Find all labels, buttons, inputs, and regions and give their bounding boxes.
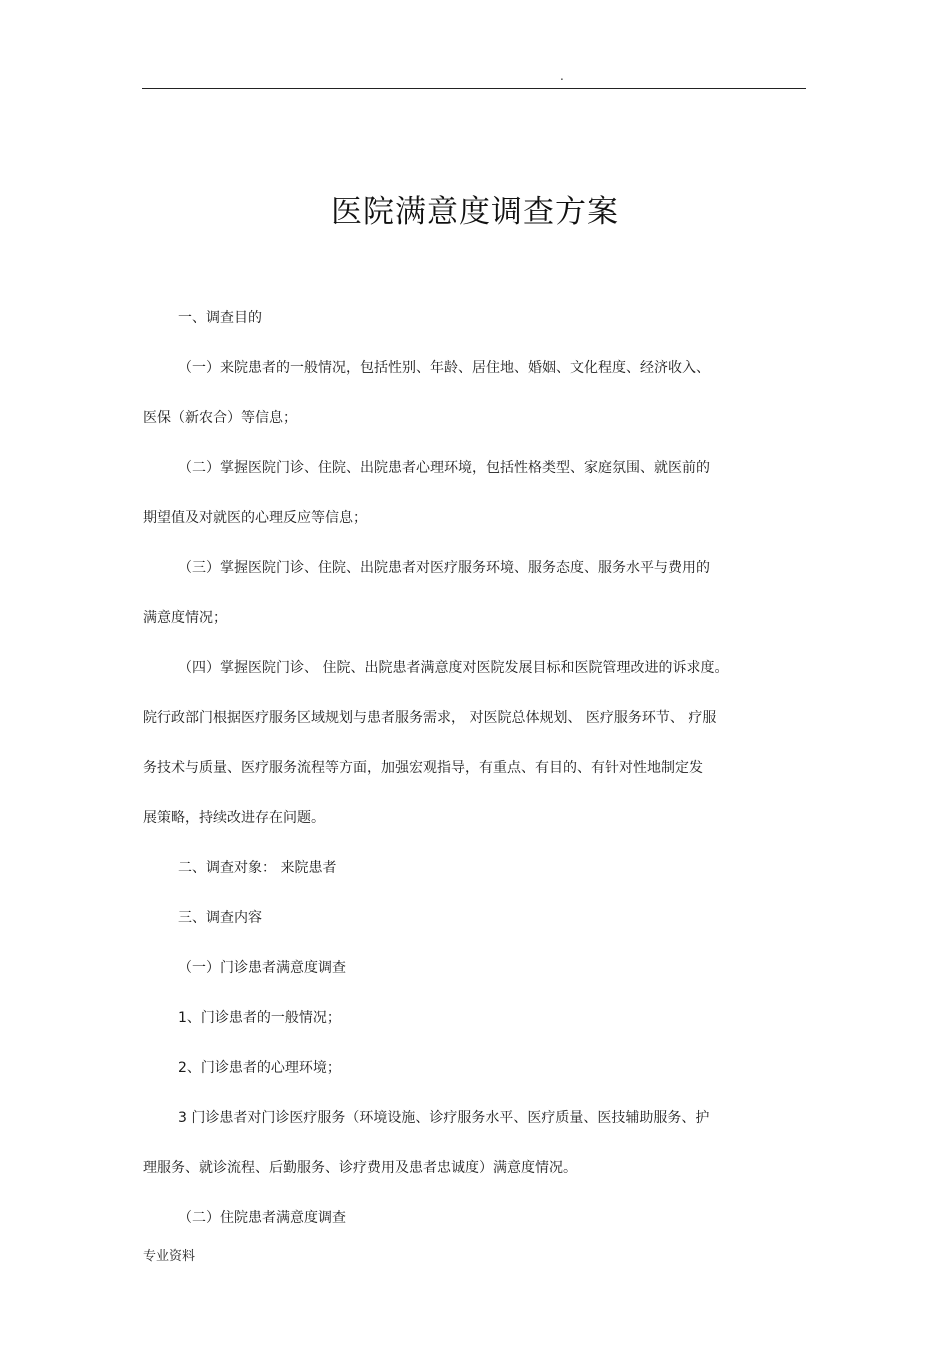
paragraph-line: （四）掌握医院门诊、 住院、出院患者满意度对医院发展目标和医院管理改进的诉求度。: [178, 660, 729, 676]
paragraph-line: 满意度情况；: [143, 610, 227, 626]
section-heading: 二、调查对象： 来院患者: [178, 860, 337, 876]
paragraph-line: （二）掌握医院门诊、住院、出院患者心理环境，包括性格类型、家庭氛围、就医前的: [178, 460, 710, 476]
section-heading: 一、调查目的: [178, 310, 262, 326]
paragraph-line: 务技术与质量、医疗服务流程等方面，加强宏观指导，有重点、有目的、有针对性地制定发: [143, 760, 703, 776]
paragraph-line: 理服务、就诊流程、后勤服务、诊疗费用及患者忠诚度）满意度情况。: [143, 1160, 577, 1176]
paragraph-line: 院行政部门根据医疗服务区域规划与患者服务需求， 对医院总体规划、 医疗服务环节、 疗服: [143, 710, 717, 726]
paragraph-line: （一）来院患者的一般情况，包括性别、年龄、居住地、婚姻、文化程度、经济收入、: [178, 360, 710, 376]
paragraph-line: 展策略，持续改进存在问题。: [143, 810, 325, 826]
subsection-heading: （二）住院患者满意度调查: [178, 1210, 346, 1226]
header-mark: .: [560, 69, 564, 83]
paragraph-line: （三）掌握医院门诊、住院、出院患者对医疗服务环境、服务态度、服务水平与费用的: [178, 560, 710, 576]
subsection-heading: （一）门诊患者满意度调查: [178, 960, 346, 976]
section-heading: 三、调查内容: [178, 910, 262, 926]
header-rule: [142, 88, 806, 89]
list-item: 2、门诊患者的心理环境；: [178, 1060, 341, 1076]
list-item: 3 门诊患者对门诊医疗服务（环境设施、诊疗服务水平、医疗质量、医技辅助服务、护: [178, 1110, 710, 1126]
list-item: 1、门诊患者的一般情况；: [178, 1010, 341, 1026]
footer-label: 专业资料: [143, 1249, 196, 1264]
paragraph-line: 期望值及对就医的心理反应等信息；: [143, 510, 367, 526]
document-title: 医院满意度调查方案: [331, 194, 619, 230]
paragraph-line: 医保（新农合）等信息；: [143, 410, 297, 426]
